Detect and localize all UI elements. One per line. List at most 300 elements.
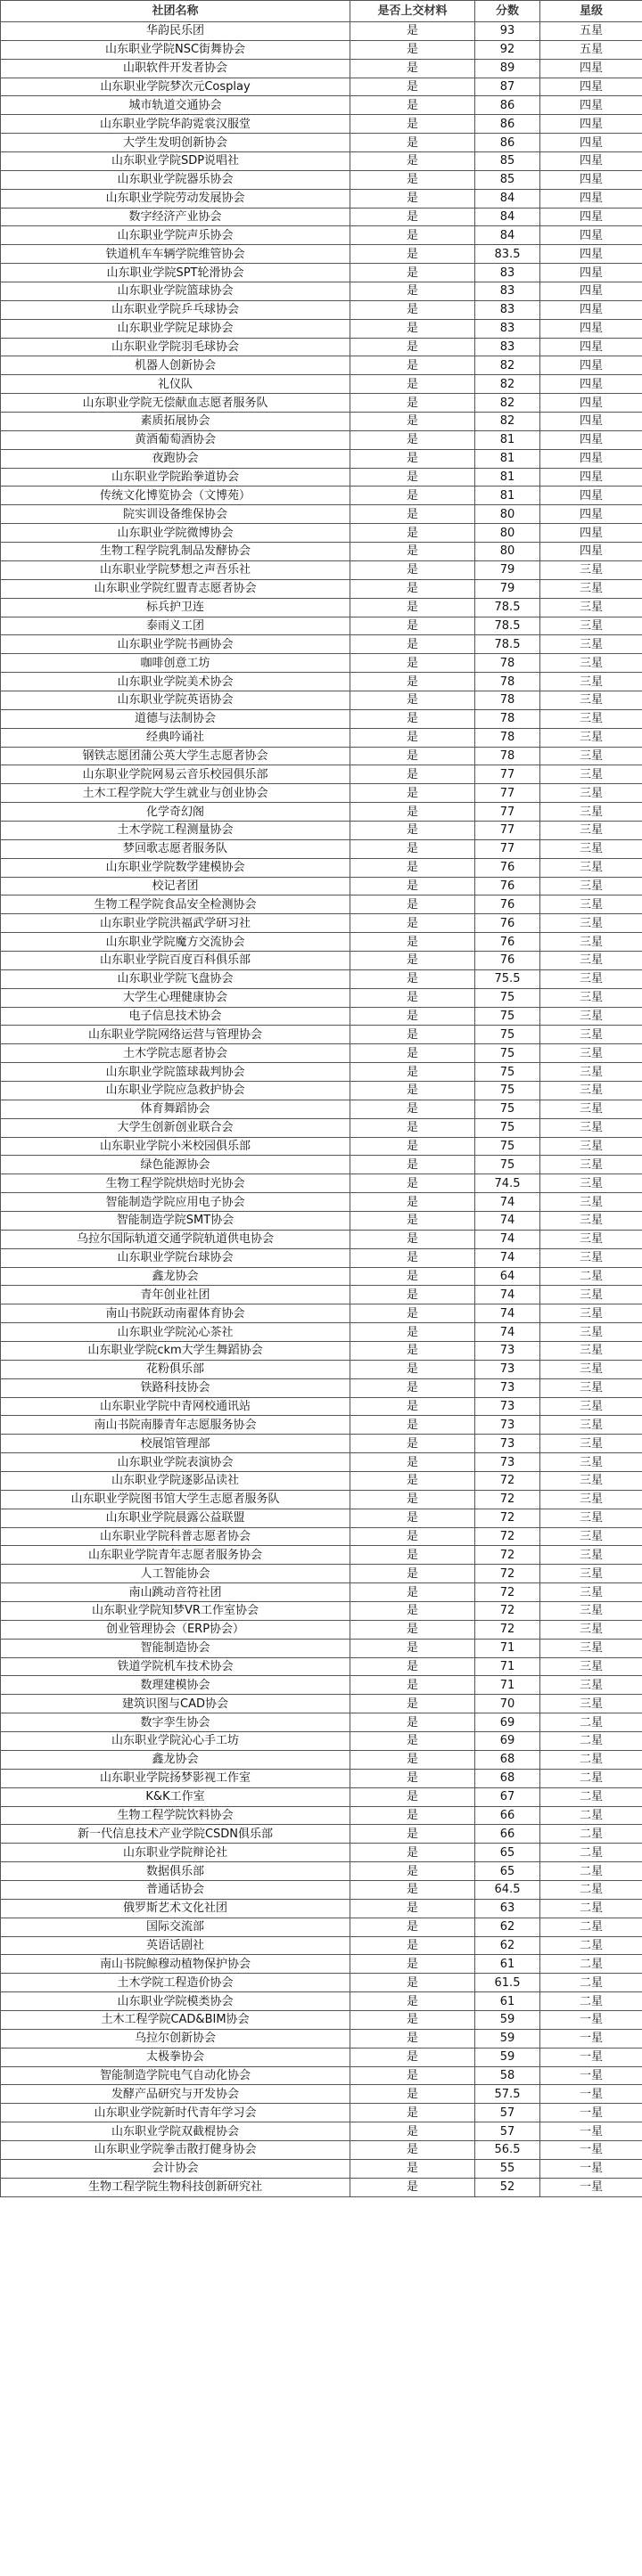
score-cell: 72 <box>475 1472 540 1491</box>
star-level-cell: 三星 <box>540 839 642 858</box>
submitted-cell: 是 <box>350 375 475 394</box>
table-row <box>1 1695 642 1713</box>
score-cell: 75 <box>475 1100 540 1118</box>
star-level-cell: 二星 <box>540 1806 642 1825</box>
table-row <box>1 691 642 709</box>
table-row <box>1 1063 642 1082</box>
star-level-cell: 一星 <box>540 2085 642 2104</box>
score-cell: 86 <box>475 96 540 115</box>
score-cell: 69 <box>475 1713 540 1732</box>
club-name-cell: 乌拉尔创新协会 <box>1 2029 350 2048</box>
star-level-cell: 四星 <box>540 264 642 282</box>
star-level-cell: 三星 <box>540 1100 642 1118</box>
table-row <box>1 933 642 952</box>
submitted-cell: 是 <box>350 1286 475 1304</box>
table-row <box>1 1286 642 1304</box>
score-cell: 65 <box>475 1844 540 1862</box>
star-level-cell: 四星 <box>540 356 642 375</box>
club-name-cell: 山东职业学院青年志愿者服务协会 <box>1 1546 350 1565</box>
club-name-cell: 山东职业学院应急救护协会 <box>1 1081 350 1100</box>
club-name-cell: 山东职业学院无偿献血志愿者服务队 <box>1 394 350 413</box>
club-name-cell: 生物工程学院乳制品发酵协会 <box>1 543 350 561</box>
table-row <box>1 1992 642 2011</box>
submitted-cell: 是 <box>350 1063 475 1082</box>
star-level-cell: 二星 <box>540 1974 642 1992</box>
club-name-cell: 山东职业学院声乐协会 <box>1 226 350 245</box>
table-row <box>1 1081 642 1100</box>
table-row <box>1 1639 642 1657</box>
club-name-cell: 鑫龙协会 <box>1 1267 350 1286</box>
score-cell: 62 <box>475 1936 540 1955</box>
submitted-cell: 是 <box>350 654 475 673</box>
submitted-cell: 是 <box>350 2029 475 2048</box>
star-level-cell: 二星 <box>540 1992 642 2011</box>
table-row <box>1 1509 642 1527</box>
submitted-cell: 是 <box>350 1304 475 1323</box>
table-row <box>1 468 642 487</box>
table-row <box>1 1435 642 1453</box>
star-level-cell: 一星 <box>540 2178 642 2196</box>
submitted-cell: 是 <box>350 189 475 208</box>
star-level-cell: 二星 <box>540 1787 642 1806</box>
score-cell: 80 <box>475 524 540 543</box>
table-row <box>1 1750 642 1769</box>
submitted-cell: 是 <box>350 282 475 301</box>
submitted-cell: 是 <box>350 1974 475 1992</box>
star-level-cell: 三星 <box>540 1063 642 1082</box>
submitted-cell: 是 <box>350 691 475 709</box>
star-level-cell: 三星 <box>540 933 642 952</box>
score-cell: 71 <box>475 1676 540 1695</box>
score-cell: 72 <box>475 1509 540 1527</box>
submitted-cell: 是 <box>350 1918 475 1936</box>
club-name-cell: 钢铁志愿团蒲公英大学生志愿者协会 <box>1 747 350 765</box>
club-name-cell: 山东职业学院小米校园俱乐部 <box>1 1137 350 1156</box>
table-row <box>1 1713 642 1732</box>
submitted-cell: 是 <box>350 895 475 914</box>
submitted-cell: 是 <box>350 1583 475 1602</box>
table-row <box>1 579 642 598</box>
table-row <box>1 2140 642 2159</box>
submitted-cell: 是 <box>350 319 475 338</box>
score-cell: 87 <box>475 78 540 96</box>
star-level-cell: 二星 <box>540 1713 642 1732</box>
star-level-cell: 三星 <box>540 988 642 1007</box>
submitted-cell: 是 <box>350 821 475 839</box>
club-name-cell: 山东职业学院SDP说唱社 <box>1 152 350 171</box>
score-cell: 75 <box>475 1063 540 1082</box>
table-row <box>1 1174 642 1193</box>
star-level-cell: 二星 <box>540 1844 642 1862</box>
table-row <box>1 505 642 524</box>
star-level-cell: 四星 <box>540 245 642 264</box>
score-cell: 57 <box>475 2104 540 2122</box>
score-cell: 64 <box>475 1267 540 1286</box>
submitted-cell: 是 <box>350 1620 475 1639</box>
star-level-cell: 二星 <box>540 1955 642 1974</box>
club-name-cell: 南山书院鲸穆动植物保护协会 <box>1 1955 350 1974</box>
submitted-cell: 是 <box>350 152 475 171</box>
table-row <box>1 654 642 673</box>
star-level-cell: 三星 <box>540 765 642 784</box>
star-level-cell: 三星 <box>540 1342 642 1361</box>
star-level-cell: 三星 <box>540 1212 642 1231</box>
star-level-cell: 三星 <box>540 1490 642 1509</box>
club-name-cell: 山东职业学院器乐协会 <box>1 170 350 189</box>
club-name-cell: 花粉俱乐部 <box>1 1360 350 1378</box>
table-row <box>1 1230 642 1248</box>
club-name-cell: 山东职业学院英语协会 <box>1 691 350 709</box>
club-name-cell: 鑫龙协会 <box>1 1750 350 1769</box>
star-level-cell: 三星 <box>540 1081 642 1100</box>
table-row <box>1 115 642 134</box>
table-row <box>1 765 642 784</box>
table-row <box>1 2048 642 2066</box>
submitted-cell: 是 <box>350 1602 475 1621</box>
submitted-cell: 是 <box>350 598 475 617</box>
star-level-cell: 三星 <box>540 1360 642 1378</box>
score-cell: 85 <box>475 152 540 171</box>
star-level-cell: 四星 <box>540 96 642 115</box>
score-cell: 93 <box>475 22 540 41</box>
table-row <box>1 839 642 858</box>
club-name-cell: 山东职业学院梦想之声吾乐社 <box>1 560 350 579</box>
submitted-cell: 是 <box>350 2104 475 2122</box>
club-name-cell: 山东职业学院沁心手工坊 <box>1 1732 350 1751</box>
club-name-cell: 会计协会 <box>1 2159 350 2178</box>
club-name-cell: 山东职业学院飞盘协会 <box>1 969 350 988</box>
header-submitted: 是否上交材料 <box>350 1 475 22</box>
star-level-cell: 四星 <box>540 226 642 245</box>
submitted-cell: 是 <box>350 1992 475 2011</box>
club-name-cell: 道德与法制协会 <box>1 709 350 728</box>
table-row <box>1 300 642 319</box>
club-name-cell: 智能制造学院应用电子协会 <box>1 1193 350 1212</box>
club-name-cell: K&K工作室 <box>1 1787 350 1806</box>
score-cell: 73 <box>475 1342 540 1361</box>
table-row <box>1 1453 642 1472</box>
submitted-cell: 是 <box>350 115 475 134</box>
club-name-cell: 南山书院跃动南翟体育协会 <box>1 1304 350 1323</box>
club-name-cell: 电子信息技术协会 <box>1 1007 350 1026</box>
star-level-cell: 四星 <box>540 319 642 338</box>
table-row <box>1 319 642 338</box>
club-name-cell: 土木工程学院CAD&BIM协会 <box>1 2010 350 2029</box>
table-row <box>1 59 642 78</box>
submitted-cell: 是 <box>350 1453 475 1472</box>
star-level-cell: 三星 <box>540 951 642 969</box>
table-row <box>1 1378 642 1397</box>
table-row <box>1 282 642 301</box>
club-name-cell: 山东职业学院百度百科俱乐部 <box>1 951 350 969</box>
score-cell: 75 <box>475 1007 540 1026</box>
star-level-cell: 三星 <box>540 1137 642 1156</box>
club-name-cell: 数字孪生协会 <box>1 1713 350 1732</box>
score-cell: 78.5 <box>475 617 540 635</box>
score-cell: 72 <box>475 1546 540 1565</box>
score-cell: 61 <box>475 1992 540 2011</box>
club-name-cell: 山东职业学院魔方交流协会 <box>1 933 350 952</box>
score-cell: 81 <box>475 487 540 505</box>
star-level-cell: 三星 <box>540 617 642 635</box>
star-level-cell: 三星 <box>540 1286 642 1304</box>
star-level-cell: 四星 <box>540 487 642 505</box>
club-name-cell: 山东职业学院美术协会 <box>1 673 350 691</box>
submitted-cell: 是 <box>350 1565 475 1583</box>
header-club-name: 社团名称 <box>1 1 350 22</box>
score-cell: 55 <box>475 2159 540 2178</box>
club-name-cell: 夜跑协会 <box>1 449 350 468</box>
club-name-cell: 大学生发明创新协会 <box>1 134 350 152</box>
club-name-cell: 华韵民乐团 <box>1 22 350 41</box>
star-level-cell: 三星 <box>540 1435 642 1453</box>
submitted-cell: 是 <box>350 1844 475 1862</box>
club-name-cell: 山东职业学院扬梦影视工作室 <box>1 1769 350 1787</box>
club-name-cell: 智能制造学院SMT协会 <box>1 1212 350 1231</box>
score-cell: 83.5 <box>475 245 540 264</box>
club-name-cell: 梦回歌志愿者服务队 <box>1 839 350 858</box>
star-level-cell: 四星 <box>540 59 642 78</box>
club-name-cell: 大学生心理健康协会 <box>1 988 350 1007</box>
submitted-cell: 是 <box>350 1676 475 1695</box>
submitted-cell: 是 <box>350 765 475 784</box>
submitted-cell: 是 <box>350 1360 475 1378</box>
submitted-cell: 是 <box>350 1212 475 1231</box>
score-cell: 83 <box>475 338 540 356</box>
submitted-cell: 是 <box>350 338 475 356</box>
club-name-cell: 泰雨义工团 <box>1 617 350 635</box>
table-row <box>1 1974 642 1992</box>
table-row <box>1 1026 642 1044</box>
score-cell: 85 <box>475 170 540 189</box>
score-cell: 59 <box>475 2029 540 2048</box>
star-level-cell: 三星 <box>540 1230 642 1248</box>
score-cell: 74 <box>475 1230 540 1248</box>
submitted-cell: 是 <box>350 96 475 115</box>
star-level-cell: 三星 <box>540 673 642 691</box>
club-name-cell: 山东职业学院台球协会 <box>1 1248 350 1267</box>
club-name-cell: 城市轨道交通协会 <box>1 96 350 115</box>
club-name-cell: 铁道学院机车技术协会 <box>1 1657 350 1676</box>
club-name-cell: 生物工程学院烘焙时光协会 <box>1 1174 350 1193</box>
table-row <box>1 728 642 747</box>
table-row <box>1 1676 642 1695</box>
star-level-cell: 二星 <box>540 1880 642 1899</box>
submitted-cell: 是 <box>350 1323 475 1342</box>
club-name-cell: 山东职业学院洪福武学研习社 <box>1 914 350 933</box>
score-cell: 76 <box>475 933 540 952</box>
club-name-cell: 山东职业学院梦次元Cosplay <box>1 78 350 96</box>
header-row <box>1 1 642 22</box>
score-cell: 73 <box>475 1416 540 1435</box>
table-row <box>1 1787 642 1806</box>
submitted-cell: 是 <box>350 673 475 691</box>
star-level-cell: 三星 <box>540 1509 642 1527</box>
club-name-cell: 山东职业学院双截棍协会 <box>1 2122 350 2141</box>
submitted-cell: 是 <box>350 78 475 96</box>
club-name-cell: 山东职业学院科普志愿者协会 <box>1 1527 350 1546</box>
table-row <box>1 1732 642 1751</box>
club-name-cell: 山东职业学院NSC街舞协会 <box>1 40 350 59</box>
star-level-cell: 四星 <box>540 134 642 152</box>
score-cell: 70 <box>475 1695 540 1713</box>
table-row <box>1 134 642 152</box>
table-row <box>1 2104 642 2122</box>
table-row <box>1 1100 642 1118</box>
submitted-cell: 是 <box>350 1026 475 1044</box>
star-level-cell: 四星 <box>540 505 642 524</box>
table-row <box>1 1899 642 1918</box>
table-row <box>1 1323 642 1342</box>
score-cell: 72 <box>475 1620 540 1639</box>
submitted-cell: 是 <box>350 1416 475 1435</box>
score-cell: 76 <box>475 858 540 877</box>
star-level-cell: 四星 <box>540 170 642 189</box>
star-level-cell: 三星 <box>540 969 642 988</box>
table-row <box>1 96 642 115</box>
score-cell: 74.5 <box>475 1174 540 1193</box>
score-cell: 75 <box>475 1137 540 1156</box>
score-cell: 74 <box>475 1212 540 1231</box>
club-name-cell: 国际交流部 <box>1 1918 350 1936</box>
table-row <box>1 2085 642 2104</box>
club-name-cell: 发酵产品研究与开发协会 <box>1 2085 350 2104</box>
club-name-cell: 山东职业学院晨露公益联盟 <box>1 1509 350 1527</box>
club-name-cell: 俄罗斯艺术文化社团 <box>1 1899 350 1918</box>
submitted-cell: 是 <box>350 2159 475 2178</box>
submitted-cell: 是 <box>350 487 475 505</box>
star-level-cell: 三星 <box>540 1620 642 1639</box>
table-row <box>1 1844 642 1862</box>
star-level-cell: 四星 <box>540 449 642 468</box>
table-row <box>1 226 642 245</box>
star-level-cell: 三星 <box>540 1527 642 1546</box>
score-cell: 72 <box>475 1583 540 1602</box>
score-cell: 78 <box>475 654 540 673</box>
submitted-cell: 是 <box>350 1806 475 1825</box>
club-name-cell: 智能制造学院电气自动化协会 <box>1 2066 350 2085</box>
score-cell: 66 <box>475 1806 540 1825</box>
table-row <box>1 245 642 264</box>
submitted-cell: 是 <box>350 1657 475 1676</box>
submitted-cell: 是 <box>350 1955 475 1974</box>
club-name-cell: 机器人创新协会 <box>1 356 350 375</box>
score-cell: 83 <box>475 282 540 301</box>
table-row <box>1 1880 642 1899</box>
star-level-cell: 三星 <box>540 579 642 598</box>
submitted-cell: 是 <box>350 747 475 765</box>
star-level-cell: 三星 <box>540 1323 642 1342</box>
star-level-cell: 三星 <box>540 1118 642 1137</box>
table-row <box>1 40 642 59</box>
score-cell: 77 <box>475 821 540 839</box>
table-row <box>1 264 642 282</box>
star-level-cell: 四星 <box>540 375 642 394</box>
score-cell: 59 <box>475 2048 540 2066</box>
table-row <box>1 1565 642 1583</box>
submitted-cell: 是 <box>350 969 475 988</box>
score-cell: 78 <box>475 709 540 728</box>
table-row <box>1 208 642 226</box>
star-level-cell: 四星 <box>540 338 642 356</box>
star-level-cell: 四星 <box>540 152 642 171</box>
club-name-cell: 传统文化博览协会（文博苑） <box>1 487 350 505</box>
table-row <box>1 803 642 822</box>
score-cell: 73 <box>475 1397 540 1416</box>
submitted-cell: 是 <box>350 1044 475 1063</box>
score-cell: 74 <box>475 1248 540 1267</box>
table-row <box>1 914 642 933</box>
table-row <box>1 543 642 561</box>
score-cell: 52 <box>475 2178 540 2196</box>
table-row <box>1 487 642 505</box>
club-name-cell: 山东职业学院乒乓球协会 <box>1 300 350 319</box>
star-level-cell: 三星 <box>540 747 642 765</box>
submitted-cell: 是 <box>350 803 475 822</box>
score-cell: 83 <box>475 319 540 338</box>
table-row <box>1 1360 642 1378</box>
submitted-cell: 是 <box>350 40 475 59</box>
submitted-cell: 是 <box>350 1936 475 1955</box>
table-row <box>1 2122 642 2141</box>
club-name-cell: 山东职业学院书画协会 <box>1 635 350 654</box>
club-name-cell: 山东职业学院篮球协会 <box>1 282 350 301</box>
star-level-cell: 三星 <box>540 1007 642 1026</box>
score-cell: 75 <box>475 988 540 1007</box>
table-row <box>1 1546 642 1565</box>
score-cell: 84 <box>475 226 540 245</box>
club-name-cell: 山东职业学院足球协会 <box>1 319 350 338</box>
club-name-cell: 创业管理协会（ERP协会） <box>1 1620 350 1639</box>
star-level-cell: 三星 <box>540 1304 642 1323</box>
submitted-cell: 是 <box>350 858 475 877</box>
header-score: 分数 <box>475 1 540 22</box>
star-level-cell: 一星 <box>540 2066 642 2085</box>
submitted-cell: 是 <box>350 1750 475 1769</box>
score-cell: 72 <box>475 1490 540 1509</box>
star-level-cell: 四星 <box>540 115 642 134</box>
score-cell: 75 <box>475 1026 540 1044</box>
submitted-cell: 是 <box>350 1193 475 1212</box>
score-cell: 74 <box>475 1286 540 1304</box>
star-level-cell: 三星 <box>540 1546 642 1565</box>
table-row <box>1 1825 642 1844</box>
score-cell: 61 <box>475 1955 540 1974</box>
score-cell: 82 <box>475 394 540 413</box>
star-level-cell: 一星 <box>540 2159 642 2178</box>
score-cell: 77 <box>475 784 540 803</box>
score-cell: 74 <box>475 1304 540 1323</box>
club-name-cell: 生物工程学院饮料协会 <box>1 1806 350 1825</box>
star-level-cell: 三星 <box>540 1676 642 1695</box>
submitted-cell: 是 <box>350 1695 475 1713</box>
score-cell: 61.5 <box>475 1974 540 1992</box>
club-name-cell: 建筑识图与CAD协会 <box>1 1695 350 1713</box>
club-name-cell: 山东职业学院拳击散打健身协会 <box>1 2140 350 2159</box>
submitted-cell: 是 <box>350 1081 475 1100</box>
submitted-cell: 是 <box>350 524 475 543</box>
score-cell: 59 <box>475 2010 540 2029</box>
score-cell: 89 <box>475 59 540 78</box>
club-name-cell: 黄酒葡萄酒协会 <box>1 430 350 449</box>
submitted-cell: 是 <box>350 300 475 319</box>
star-level-cell: 五星 <box>540 22 642 41</box>
table-row <box>1 709 642 728</box>
score-cell: 76 <box>475 914 540 933</box>
score-cell: 81 <box>475 449 540 468</box>
table-row <box>1 895 642 914</box>
club-name-cell: 化学奇幻阁 <box>1 803 350 822</box>
